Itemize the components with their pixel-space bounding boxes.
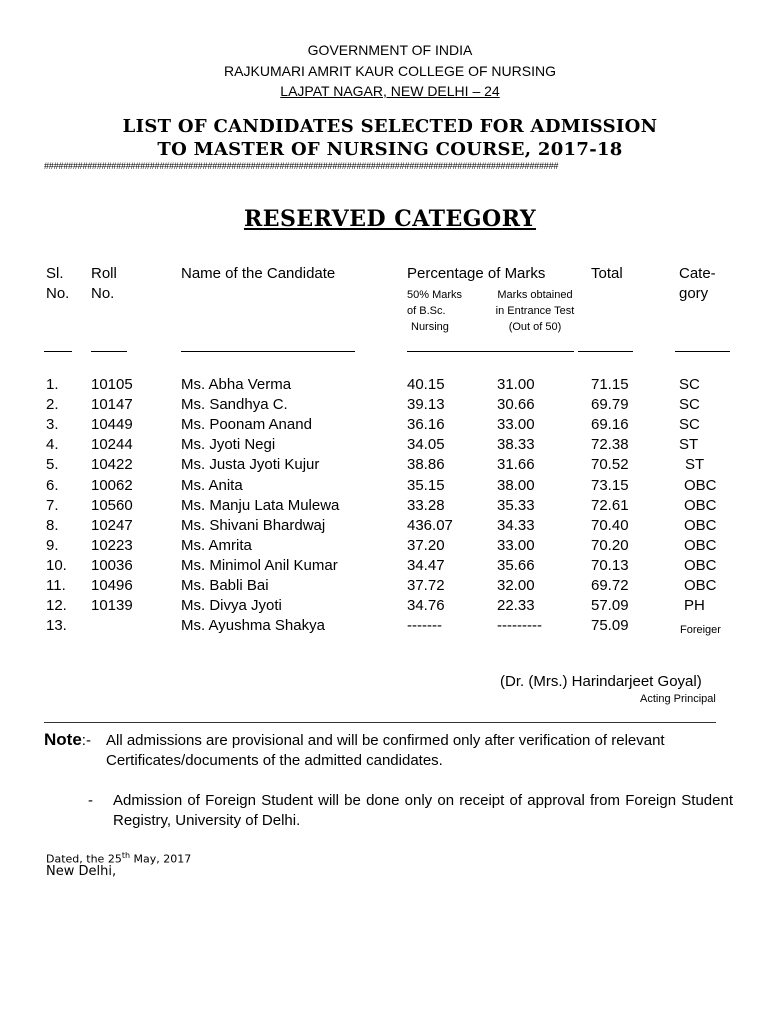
cell-category: OBC (684, 497, 717, 514)
cell-entrance-marks: 22.33 (497, 597, 535, 614)
cell-roll: 10247 (91, 517, 133, 534)
cell-name: Ms. Minimol Anil Kumar (181, 557, 338, 574)
cell-total: 69.16 (591, 416, 629, 433)
cell-name: Ms. Ayushma Shakya (181, 617, 325, 634)
cell-roll: 10244 (91, 436, 133, 453)
cell-roll: 10139 (91, 597, 133, 614)
cell-total: 57.09 (591, 597, 629, 614)
cell-total: 72.38 (591, 436, 629, 453)
cell-sl: 12. (46, 597, 67, 614)
note-item-2: Admission of Foreign Student will be done only on receipt of approval from Foreign Student Registry, University of Delhi. (113, 792, 733, 829)
col-header-bsc-line2: of B.Sc. (407, 305, 446, 317)
cell-entrance-marks: 33.00 (497, 537, 535, 554)
cell-total: 73.15 (591, 477, 629, 494)
cell-sl: 7. (46, 497, 59, 514)
cell-total: 72.61 (591, 497, 629, 514)
col-header-entrance-line2: in Entrance Test (495, 305, 575, 317)
rule-category (675, 351, 730, 352)
col-header-bsc-line1: 50% Marks (407, 289, 463, 301)
cell-category: OBC (684, 517, 717, 534)
cell-bsc-marks: 37.72 (407, 577, 445, 594)
cell-bsc-marks: 33.28 (407, 497, 445, 514)
cell-category: PH (684, 597, 705, 614)
cell-category: Foreiger (680, 624, 721, 636)
cell-sl: 2. (46, 396, 59, 413)
cell-sl: 10. (46, 557, 67, 574)
cell-entrance-marks: 38.00 (497, 477, 535, 494)
rule-percentage (407, 351, 574, 352)
cell-entrance-marks: 34.33 (497, 517, 535, 534)
cell-bsc-marks: 35.15 (407, 477, 445, 494)
col-header-entrance-line3: (Out of 50) (508, 321, 562, 333)
cell-roll: 10062 (91, 477, 133, 494)
cell-bsc-marks: ------- (407, 617, 442, 634)
cell-sl: 13. (46, 617, 67, 634)
cell-category: OBC (684, 577, 717, 594)
col-header-category-line2: gory (679, 285, 709, 302)
place-line: New Delhi, (46, 864, 117, 879)
cell-bsc-marks: 34.05 (407, 436, 445, 453)
col-header-category (679, 264, 716, 304)
cell-name: Ms. Sandhya C. (181, 396, 288, 413)
cell-entrance-marks: 35.66 (497, 557, 535, 574)
cell-total: 70.20 (591, 537, 629, 554)
cell-name: Ms. Manju Lata Mulewa (181, 497, 340, 514)
cell-total: 69.79 (591, 396, 629, 413)
hash-separator: ########################################################################################################### (44, 161, 559, 171)
cell-entrance-marks: 38.33 (497, 436, 535, 453)
cell-roll: 10036 (91, 557, 133, 574)
rule-roll (91, 351, 127, 352)
header-college: RAJKUMARI AMRIT KAUR COLLEGE OF NURSING (224, 63, 556, 79)
cell-roll: 10496 (91, 577, 133, 594)
col-header-percentage: Percentage of Marks (407, 265, 546, 282)
signatory-designation: Acting Principal (640, 693, 716, 705)
cell-name: Ms. Shivani Bhardwaj (181, 517, 326, 534)
cell-name: Ms. Abha Verma (181, 376, 292, 393)
cell-total: 70.52 (591, 456, 629, 473)
col-header-name: Name of the Candidate (181, 265, 336, 282)
date-suffix: May, 2017 (130, 852, 192, 866)
note-item-2-dash: - (88, 792, 93, 809)
cell-category: ST (685, 456, 705, 473)
cell-entrance-marks: --------- (497, 617, 542, 634)
cell-category: ST (679, 436, 699, 453)
cell-name: Ms. Babli Bai (181, 577, 269, 594)
cell-bsc-marks: 40.15 (407, 376, 445, 393)
note-label (44, 729, 91, 752)
cell-total: 71.15 (591, 376, 629, 393)
cell-total: 75.09 (591, 617, 629, 634)
header-government: GOVERNMENT OF INDIA (307, 42, 473, 58)
col-header-total: Total (591, 265, 623, 282)
cell-roll: 10223 (91, 537, 133, 554)
cell-roll: 10422 (91, 456, 133, 473)
cell-name: Ms. Amrita (181, 537, 252, 554)
col-header-category-line1: Cate- (679, 265, 716, 282)
col-header-entrance-line1: Marks obtained (497, 289, 573, 301)
rule-total (578, 351, 633, 352)
cell-category: SC (679, 416, 700, 433)
cell-sl: 6. (46, 477, 59, 494)
note-label-suffix: :- (81, 732, 91, 749)
note-label-word: Note (44, 730, 82, 749)
cell-total: 70.13 (591, 557, 629, 574)
cell-bsc-marks: 36.16 (407, 416, 445, 433)
col-header-sl-line1: Sl. (46, 265, 64, 282)
cell-entrance-marks: 32.00 (497, 577, 535, 594)
cell-sl: 9. (46, 537, 59, 554)
cell-sl: 3. (46, 416, 59, 433)
cell-entrance-marks: 30.66 (497, 396, 535, 413)
cell-roll: 10105 (91, 376, 133, 393)
note-item-1: All admissions are provisional and will be confirmed only after verification of relevant Certificates/documents of the admitted candidates. (106, 732, 665, 769)
col-header-roll-line2: No. (91, 285, 115, 302)
cell-category: SC (679, 376, 700, 393)
cell-roll: 10560 (91, 497, 133, 514)
cell-name: Ms. Justa Jyoti Kujur (181, 456, 320, 473)
cell-bsc-marks: 436.07 (407, 517, 453, 534)
cell-name: Ms. Jyoti Negi (181, 436, 276, 453)
rule-name (181, 351, 355, 352)
cell-sl: 1. (46, 376, 59, 393)
signatory-name: (Dr. (Mrs.) Harindarjeet Goyal) (500, 673, 702, 690)
cell-sl: 5. (46, 456, 59, 473)
cell-entrance-marks: 33.00 (497, 416, 535, 433)
cell-name: Ms. Anita (181, 477, 243, 494)
col-header-entrance (481, 288, 589, 335)
cell-category: OBC (684, 537, 717, 554)
cell-total: 70.40 (591, 517, 629, 534)
cell-sl: 11. (46, 577, 66, 594)
cell-bsc-marks: 37.20 (407, 537, 445, 554)
date-prefix: Dated, the 25 (46, 852, 122, 866)
document-title-line2: TO MASTER OF NURSING COURSE, 2017-18 (157, 139, 623, 160)
cell-roll: 10147 (91, 396, 133, 413)
cell-total: 69.72 (591, 577, 629, 594)
cell-bsc-marks: 34.47 (407, 557, 445, 574)
cell-entrance-marks: 35.33 (497, 497, 535, 514)
cell-entrance-marks: 31.00 (497, 376, 535, 393)
section-title: RESERVED CATEGORY (243, 206, 537, 232)
cell-sl: 8. (46, 517, 59, 534)
document-title-line1: LIST OF CANDIDATES SELECTED FOR ADMISSION (122, 116, 658, 137)
cell-sl: 4. (46, 436, 59, 453)
cell-roll: 10449 (91, 416, 133, 433)
col-header-roll-line1: Roll (91, 265, 117, 282)
col-header-sl-line2: No. (46, 285, 70, 302)
col-header-roll (91, 264, 117, 304)
col-header-sl (46, 264, 69, 304)
cell-name: Ms. Divya Jyoti (181, 597, 282, 614)
cell-entrance-marks: 31.66 (497, 456, 535, 473)
cell-category: OBC (684, 477, 717, 494)
cell-name: Ms. Poonam Anand (181, 416, 312, 433)
col-header-bsc (407, 288, 462, 335)
header-address: LAJPAT NAGAR, NEW DELHI – 24 (280, 83, 500, 99)
cell-category: SC (679, 396, 700, 413)
cell-bsc-marks: 39.13 (407, 396, 445, 413)
rule-sl (44, 351, 72, 352)
cell-bsc-marks: 34.76 (407, 597, 445, 614)
cell-bsc-marks: 38.86 (407, 456, 445, 473)
date-sup: th (121, 851, 131, 860)
cell-category: OBC (684, 557, 717, 574)
col-header-bsc-line3: Nursing (411, 321, 449, 333)
note-divider (44, 722, 716, 723)
